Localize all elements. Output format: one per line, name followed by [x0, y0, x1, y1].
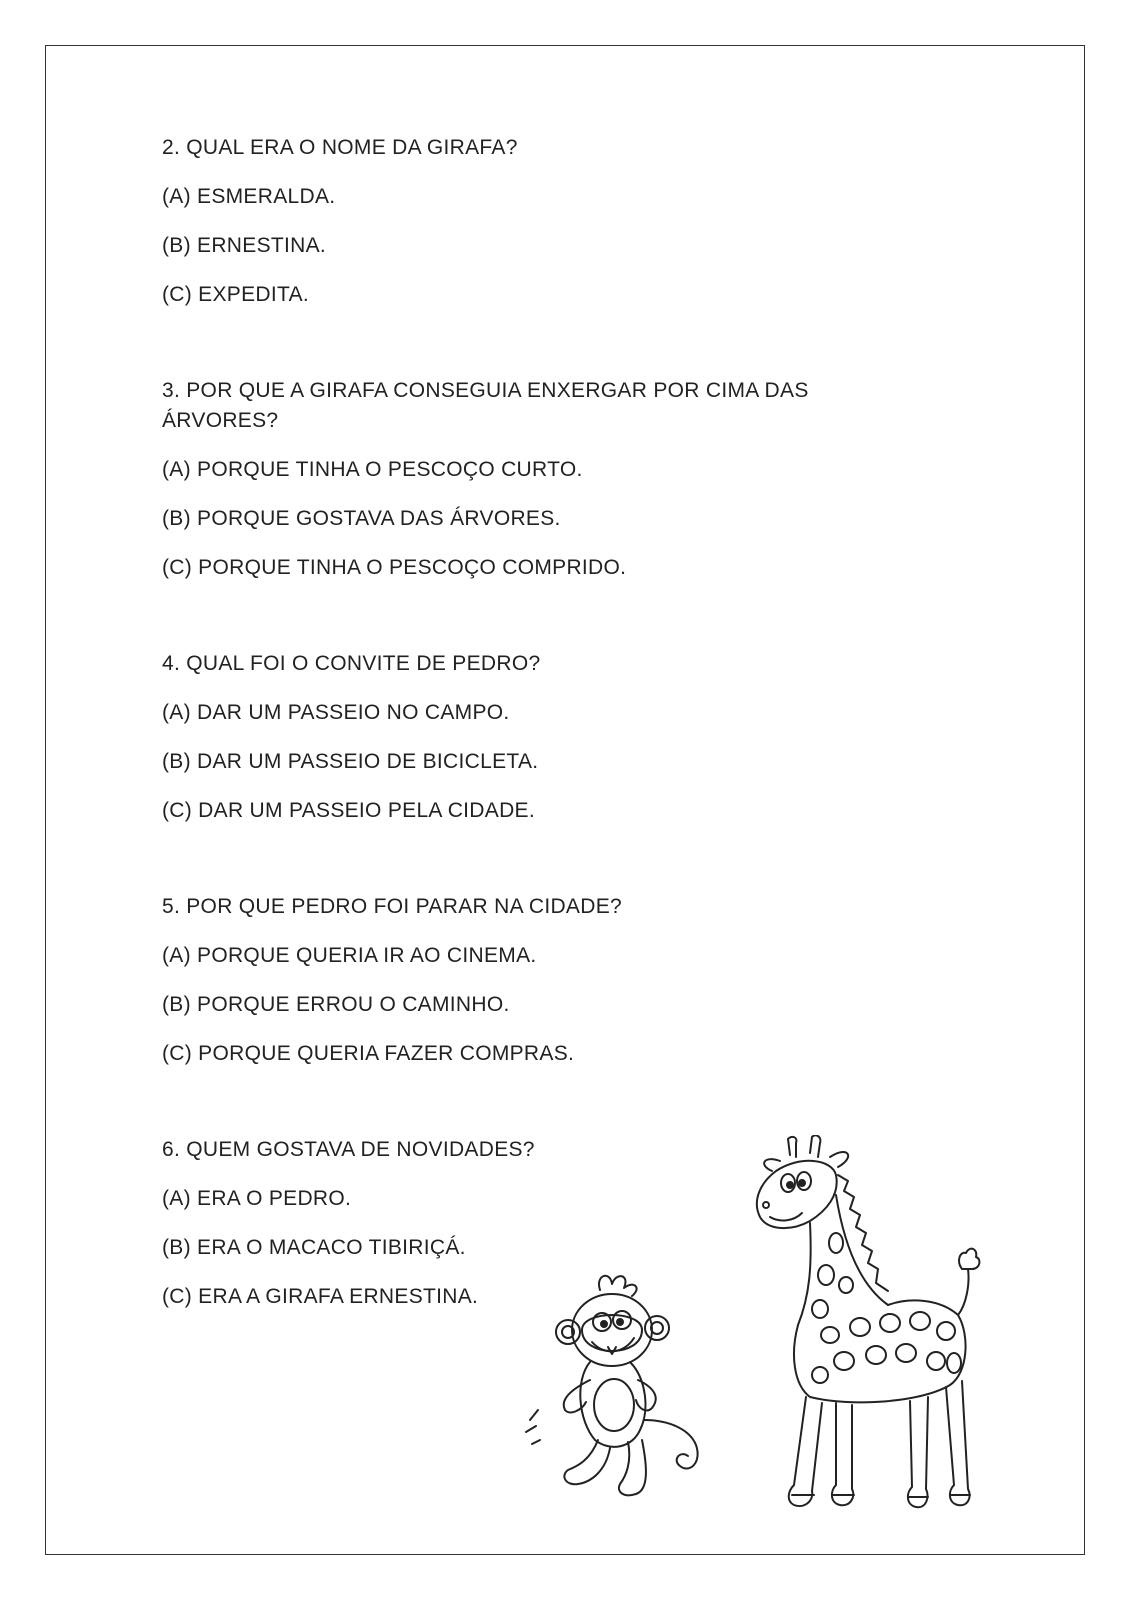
question-text: 5. POR QUE PEDRO FOI PARAR NA CIDADE?	[162, 895, 622, 918]
question-text: 4. QUAL FOI O CONVITE DE PEDRO?	[162, 652, 541, 675]
question-4	[162, 649, 862, 826]
question-text: 2. QUAL ERA O NOME DA GIRAFA?	[162, 136, 518, 159]
question-spacer	[162, 845, 862, 892]
monkey-cartoon-icon	[520, 1270, 720, 1510]
option-b: (B) ERNESTINA.	[162, 234, 327, 257]
option-c: (C) PORQUE TINHA O PESCOÇO COMPRIDO.	[162, 556, 627, 579]
option-b: (B) PORQUE GOSTAVA DAS ÁRVORES.	[162, 507, 561, 530]
option-c: (C) DAR UM PASSEIO PELA CIDADE.	[162, 799, 535, 822]
option-b: (B) DAR UM PASSEIO DE BICICLETA.	[162, 750, 539, 773]
option-a: (A) DAR UM PASSEIO NO CAMPO.	[162, 701, 510, 724]
option-b: (B) PORQUE ERROU O CAMINHO.	[162, 993, 510, 1016]
option-c: (C) ERA A GIRAFA ERNESTINA.	[162, 1285, 479, 1308]
option-a: (A) ERA O PEDRO.	[162, 1187, 352, 1210]
question-spacer	[162, 1088, 862, 1135]
question-3	[162, 376, 862, 583]
question-5	[162, 892, 862, 1069]
option-a: (A) ESMERALDA.	[162, 185, 336, 208]
giraffe-cartoon-icon	[740, 1135, 1030, 1525]
question-text: 6. QUEM GOSTAVA DE NOVIDADES?	[162, 1138, 535, 1161]
option-c: (C) EXPEDITA.	[162, 283, 310, 306]
option-a: (A) PORQUE QUERIA IR AO CINEMA.	[162, 944, 537, 967]
question-spacer	[162, 602, 862, 649]
option-b: (B) ERA O MACACO TIBIRIÇÁ.	[162, 1236, 466, 1259]
question-2	[162, 133, 862, 310]
question-text: 3. POR QUE A GIRAFA CONSEGUIA ENXERGAR POR CIMA DAS ÁRVORES?	[162, 379, 809, 432]
option-c: (C) PORQUE QUERIA FAZER COMPRAS.	[162, 1042, 575, 1065]
question-spacer	[162, 329, 862, 376]
option-a: (A) PORQUE TINHA O PESCOÇO CURTO.	[162, 458, 583, 481]
